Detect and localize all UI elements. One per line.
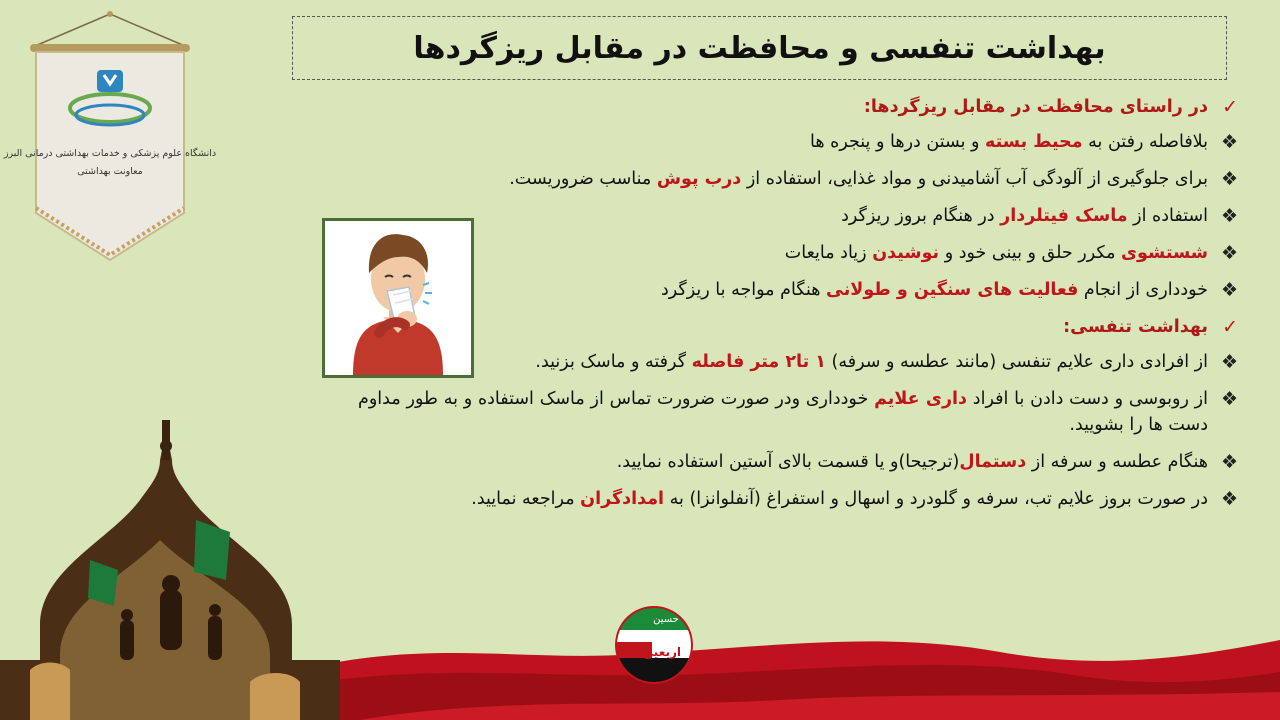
pilgrimage-scene	[0, 420, 340, 720]
bullet-item: ❖ بلافاصله رفتن به محیط بسته و بستن درها و پنجره ها	[810, 131, 1238, 153]
diamond-bullet-icon: ❖	[1220, 451, 1238, 473]
bullet-item: ❖ در صورت بروز علایم تب، سرفه و گلودرد و اسهال و استفراغ (آنفلوانزا) به امدادگران مراجعه نمایید.	[471, 488, 1238, 510]
diamond-bullet-icon: ❖	[1220, 205, 1238, 227]
bullet-item: ❖ استفاده از ماسک فیتلردار در هنگام بروز ریزگرد	[841, 205, 1238, 227]
logo-text-top: حسین	[653, 614, 679, 625]
checkmark-icon: ✓	[1222, 96, 1238, 118]
university-banner	[3, 8, 217, 273]
bullet-item: ❖ از افرادی داری علایم تنفسی (مانند عطسه و سرفه) ۱ تا۲ متر فاصله گرفته و ماسک بزنید.	[535, 351, 1238, 373]
page-title: بهداشت تنفسی و محافظت در مقابل ریزگردها	[413, 30, 1106, 66]
diamond-bullet-icon: ❖	[1220, 168, 1238, 190]
bullet-item: ❖ شستشوی مکرر حلق و بینی خود و نوشیدن زیاد مایعات	[784, 242, 1238, 264]
section-heading-respiratory: ✓ بهداشت تنفسی:	[1063, 316, 1238, 338]
arbaeen-logo	[612, 602, 696, 688]
title-box	[292, 16, 1227, 80]
bullet-item: ❖ هنگام عطسه و سرفه از دستمال(ترجیحا)و یا قسمت بالای آستین استفاده نمایید.	[616, 451, 1238, 473]
diamond-bullet-icon: ❖	[1220, 388, 1238, 410]
bullet-item: ❖ برای جلوگیری از آلودگی آب آشامیدنی و مواد غذایی، استفاده از درب پوش مناسب ضروریست.	[509, 168, 1238, 190]
section-heading-dust: ✓ در راستای محافظت در مقابل ریزگردها:	[863, 96, 1238, 118]
bullet-item: ❖ خودداری از انجام فعالیت های سنگین و طولانی هنگام مواجه با ریزگرد	[660, 279, 1238, 301]
diamond-bullet-icon: ❖	[1220, 242, 1238, 264]
diamond-bullet-icon: ❖	[1220, 351, 1238, 373]
banner-line-2: معاونت بهداشتی	[77, 166, 143, 177]
bullet-item: ❖ از روبوسی و دست دادن با افراد داری علایم خودداری ودر صورت ضرورت تماس از ماسک استفاده و به طور مداوم دست ها را بشویید.	[358, 388, 1238, 435]
content-area	[358, 94, 1238, 523]
diamond-bullet-icon: ❖	[1220, 488, 1238, 510]
diamond-bullet-icon: ❖	[1220, 131, 1238, 153]
logo-text-main: اربعین	[643, 645, 681, 659]
banner-line-1: دانشگاه علوم پزشکی و خدمات بهداشتی درمانی البرز	[3, 148, 217, 159]
checkmark-icon: ✓	[1222, 316, 1238, 338]
diamond-bullet-icon: ❖	[1220, 279, 1238, 301]
